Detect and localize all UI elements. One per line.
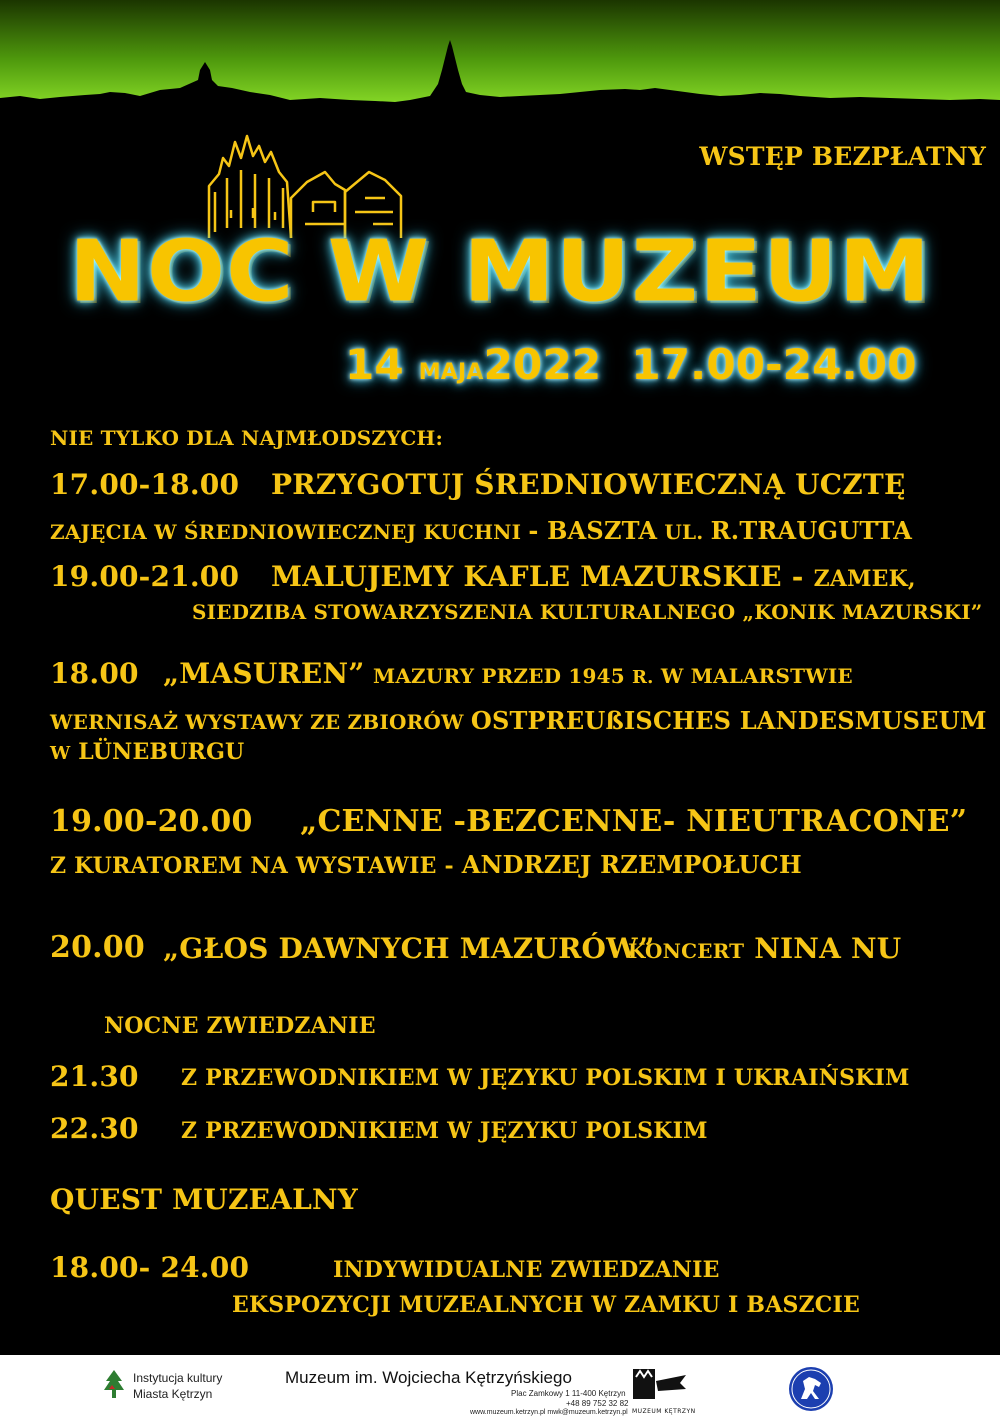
footer [0,1355,1000,1425]
event4-desc-a: Z KURATOREM NA WYSTAWIE - [50,853,454,879]
museum-phone: +48 89 752 32 82 [566,1399,629,1408]
event3-desc-b: OSTPREUßISCHES LANDESMUSEUM [470,706,987,735]
event1-name: PRZYGOTUJ ŚREDNIOWIECZNĄ UCZTĘ [271,468,906,501]
event-title: NOC W MUZEUM [68,222,932,321]
museum-name: Muzeum im. Wojciecha Kętrzyńskiego [285,1368,572,1387]
museum-logo-text: MUZEUM KĘTRZYN [632,1408,696,1415]
admission-free: WSTĘP BEZPŁATNY [699,142,986,171]
event3-desc-d: LÜNEBURGU [78,739,245,765]
museum-logo-icon [632,1367,696,1415]
museum-address: Plac Zamkowy 1 11-400 Kętrzyn [511,1389,626,1398]
event2-desc: SIEDZIBA STOWARZYSZENIA KULTURALNEGO „KONIK MAZURSKI” [192,600,983,624]
event5-desc [628,932,901,965]
event3-desc-a: WERNISAŻ WYSTAWY ZE ZBIORÓW [50,710,464,734]
night-tour-desc-1: Z PRZEWODNIKIEM W JĘZYKU POLSKIM I UKRAIŃSKIM [181,1065,910,1091]
event2-title [271,560,916,593]
event5-name: „GŁOS DAWNYCH MAZURÓW” [163,932,655,965]
event1-desc-b: - BASZTA [528,516,658,545]
quest-desc-a: INDYWIDUALNE ZWIEDZANIE [333,1257,720,1283]
event4-desc-b: ANDRZEJ RZEMPOŁUCH [461,850,802,879]
event5-desc-a: KONCERT [628,939,745,963]
event3-sub-c: W MALARSTWIE [660,664,853,688]
museum-contact: www.muzeum.ketrzyn.pl mwk@muzeum.ketrzyn.pl [470,1409,628,1416]
event3-desc-c: W [50,743,71,764]
date-day: 14 [345,340,404,389]
event3-desc [50,706,987,735]
event3-sub-b: R. [632,667,654,688]
quest-time: 18.00- 24.00 [50,1251,250,1284]
event1-desc-d: R.TRAUGUTTA [710,516,913,545]
event1-time: 17.00-18.00 [50,468,240,501]
event4-name: „CENNE -BEZCENNE- NIEUTRACONE” [300,804,968,839]
quest-heading: QUEST MUZEALNY [50,1183,358,1216]
event3-sub [373,664,853,688]
night-tour-heading: NOCNE ZWIEDZANIE [104,1013,376,1039]
event2-place: ZAMEK, [813,566,916,592]
intro-text: NIE TYLKO DLA NAJMŁODSZYCH: [50,426,444,450]
night-tour-desc-2: Z PRZEWODNIKIEM W JĘZYKU POLSKIM [181,1118,708,1144]
event-date [345,340,917,389]
event1-desc-c: UL. [664,520,704,544]
event3-desc-2 [50,739,244,765]
date-year: 2022 [483,340,602,389]
night-tour-time-1: 21.30 [50,1060,139,1093]
institution-line-1: Instytucja kultury [133,1371,223,1385]
date-month: MAJA [418,360,484,385]
event4-desc [50,850,802,879]
event1-desc-a: ZAJĘCIA W ŚREDNIOWIECZNEJ KUCHNI [50,520,522,544]
quest-desc-b: EKSPOZYCJI MUZEALNYCH W ZAMKU I BASZCIE [232,1292,860,1318]
event3-time: 18.00 [50,657,139,690]
event3-name: „MASUREN” [163,657,365,690]
tree-icon [103,1369,125,1399]
event4-time: 19.00-20.00 [50,804,253,839]
event2-name: MALUJEMY KAFLE MAZURSKIE - [271,560,804,593]
event5-time: 20.00 [50,930,145,965]
horse-emblem-icon [787,1365,835,1413]
event2-time: 19.00-21.00 [50,560,240,593]
date-hours: 17.00-24.00 [631,340,917,389]
event1-desc [50,516,912,545]
night-tour-time-2: 22.30 [50,1112,139,1145]
event3-sub-a: MAZURY PRZED 1945 [373,664,625,688]
institution-line-2: Miasta Kętrzyn [133,1387,213,1401]
event5-desc-b: NINA NU [754,932,902,965]
